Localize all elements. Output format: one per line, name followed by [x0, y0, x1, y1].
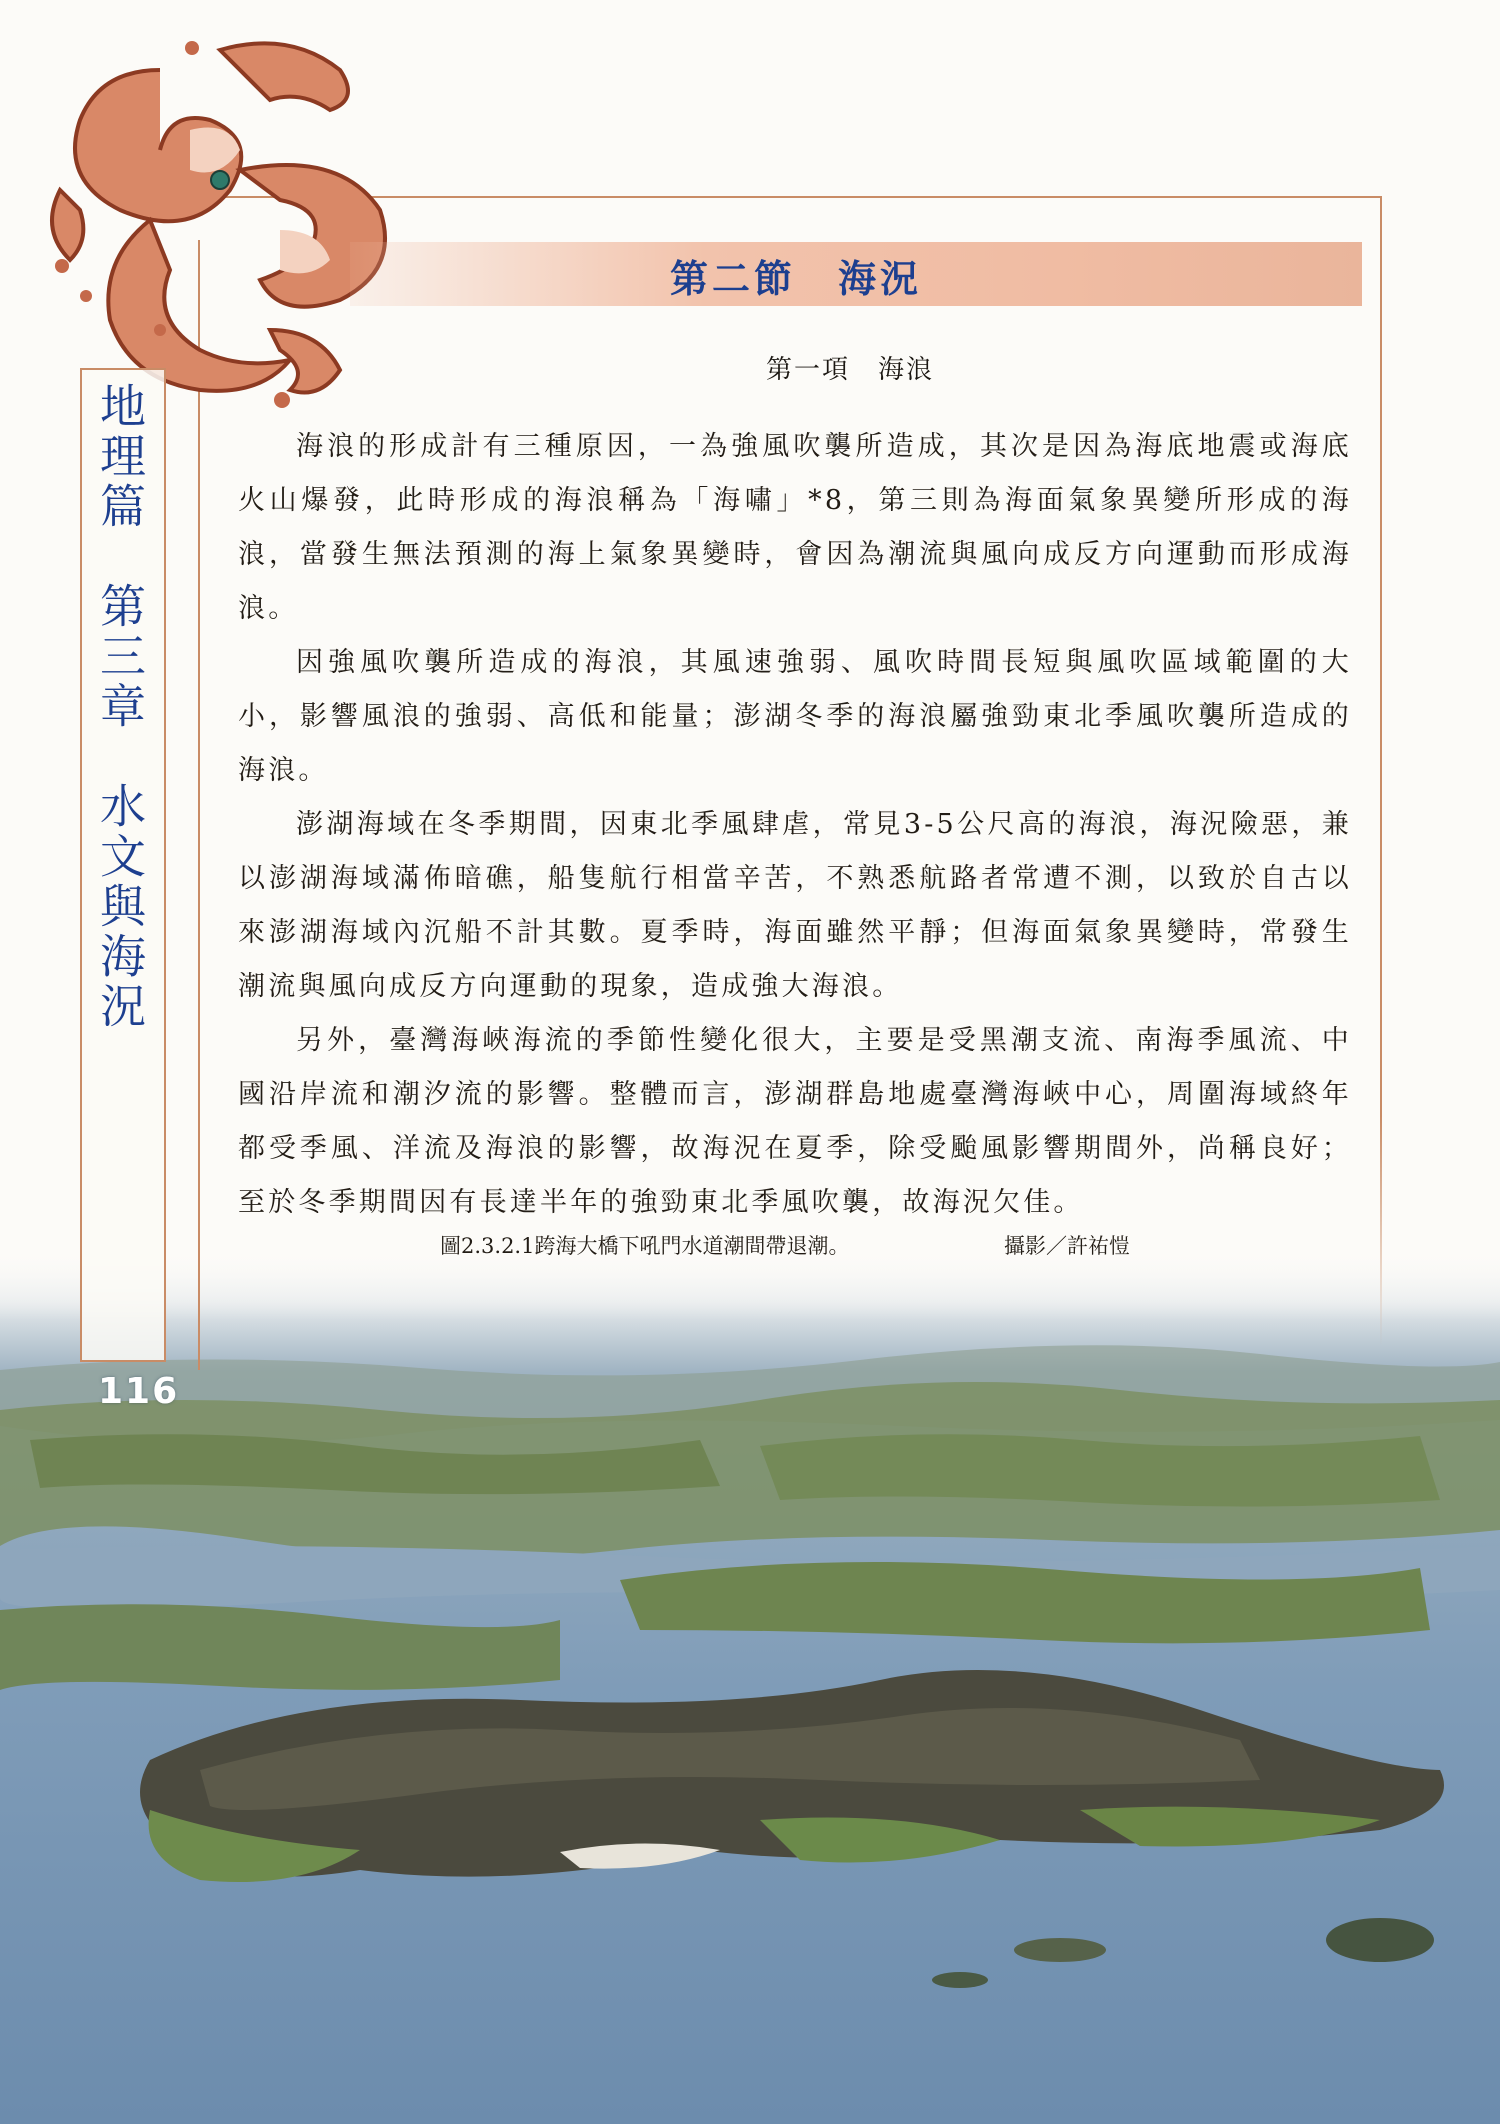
frame-right-line	[1380, 196, 1382, 1346]
paragraph: 因強風吹襲所造成的海浪，其風速強弱、風吹時間長短與風吹區域範圍的大小，影響風浪的強弱、高低和能量；澎湖冬季的海浪屬強勁東北季風吹襲所造成的海浪。	[238, 647, 1352, 786]
section-title: 第二節 海況	[669, 256, 922, 301]
intertidal-photo	[0, 1250, 1500, 2124]
paragraph: 澎湖海域在冬季期間，因東北季風肆虐，常見3-5公尺高的海浪，海況險惡，兼以澎湖海域滿佈暗礁，船隻航行相當辛苦，不熟悉航路者常遭不測，以致於自古以來澎湖海域內沉船不計其數。夏季時，海面雖然平靜；但海面氣象異變時，常發生潮流與風向成反方向運動的現象，造成強大海浪。	[238, 809, 1352, 1002]
page-number: 116	[98, 1371, 180, 1412]
subsection-title: 第一項 海浪	[765, 355, 934, 385]
photo-credit: 攝影／許祐愷	[1004, 1234, 1130, 1258]
chapter-label-text: 地理篇 第三章 水文與海況	[93, 382, 147, 1032]
body-text	[238, 420, 1352, 1230]
chapter-side-label	[80, 368, 166, 1362]
paragraph: 海浪的形成計有三種原因，一為強風吹襲所造成，其次是因為海底地震或海底火山爆發，此時形成的海浪稱為「海嘯」*8，第三則為海面氣象異變所形成的海浪，當發生無法預測的海上氣象異變時，會因為潮流與風向成反方向運動而形成海浪。	[238, 431, 1352, 624]
paragraph: 另外，臺灣海峽海流的季節性變化很大，主要是受黑潮支流、南海季風流、中國沿岸流和潮汐流的影響。整體而言，澎湖群島地處臺灣海峽中心，周圍海域終年都受季風、洋流及海浪的影響，故海況在夏季，除受颱風影響期間外，尚稱良好；至於冬季期間因有長達半年的強勁東北季風吹襲，故海況欠佳。	[238, 1025, 1352, 1218]
section-title-bar	[350, 242, 1362, 306]
figure-caption: 圖2.3.2.1跨海大橋下吼門水道潮間帶退潮。	[440, 1234, 850, 1258]
